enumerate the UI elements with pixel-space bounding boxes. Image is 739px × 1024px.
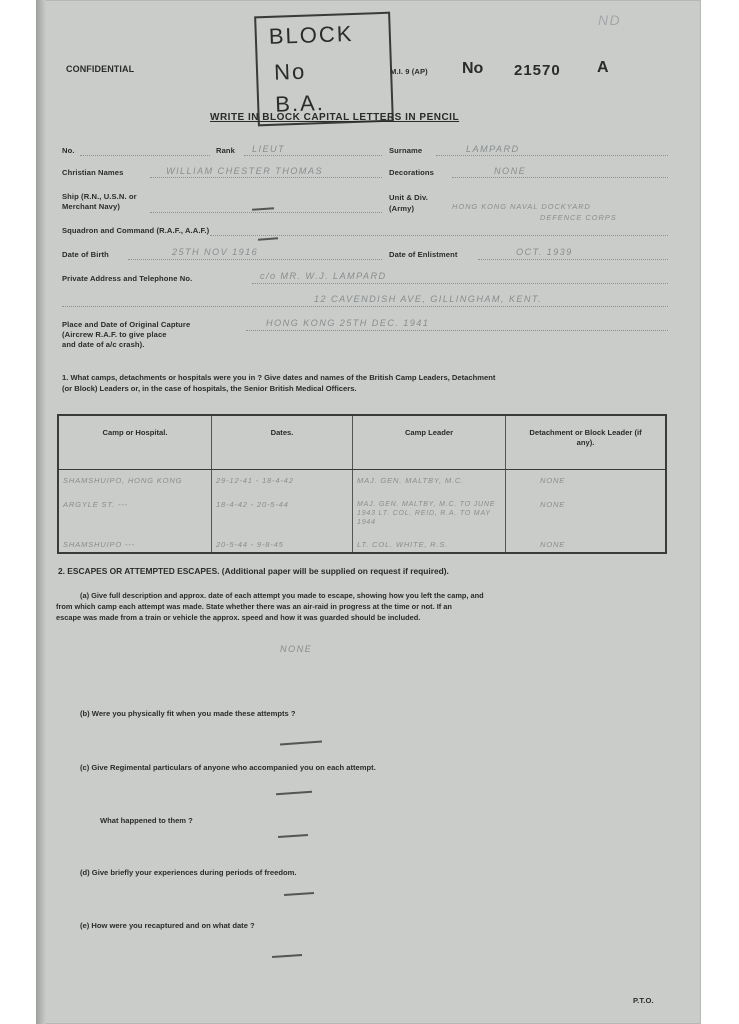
form-suffix: A bbox=[597, 59, 609, 76]
squadron-line bbox=[210, 235, 668, 236]
christian-names-value: WILLIAM CHESTER THOMAS bbox=[166, 166, 323, 176]
surname-value: LAMPARD bbox=[466, 144, 520, 154]
form-title: WRITE IN BLOCK CAPITAL LETTERS IN PENCIL bbox=[210, 112, 460, 123]
dob-line bbox=[128, 259, 382, 260]
decorations-line bbox=[452, 177, 668, 178]
col-camp: Camp or Hospital. bbox=[58, 415, 212, 470]
christian-names-label: Christian Names bbox=[62, 168, 124, 177]
section2-a-1: (a) Give full description and approx. date of each attempt you made to escape, showing how you left the camp, and bbox=[80, 591, 484, 600]
col-dates: Dates. bbox=[212, 415, 353, 470]
unit-value-2: DEFENCE CORPS bbox=[540, 213, 617, 222]
row3-dates: 20-5-44 - 9-8-45 bbox=[212, 534, 353, 553]
section2-c2: What happened to them ? bbox=[100, 816, 193, 825]
address-label: Private Address and Telephone No. bbox=[62, 274, 193, 283]
christian-line bbox=[150, 177, 382, 178]
camps-table bbox=[57, 414, 667, 554]
enlistment-line bbox=[478, 259, 668, 260]
page-edge-shadow bbox=[36, 0, 46, 1024]
section2-b: (b) Were you physically fit when you made these attempts ? bbox=[80, 709, 296, 718]
form-number: 21570 bbox=[514, 62, 561, 79]
col-leader: Camp Leader bbox=[353, 415, 506, 470]
table-header-row bbox=[58, 415, 666, 470]
corner-initials: ND bbox=[598, 12, 622, 28]
surname-line bbox=[436, 155, 668, 156]
section1-text-2: (or Block) Leaders or, in the case of hospitals, the Senior British Medical Officers. bbox=[62, 384, 357, 393]
decorations-value: NONE bbox=[494, 166, 527, 176]
address-value-2: 12 CAVENDISH AVE, GILLINGHAM, KENT. bbox=[314, 294, 543, 304]
section2-a-answer: NONE bbox=[280, 644, 313, 654]
squadron-label: Squadron and Command (R.A.F., A.A.F.) bbox=[62, 226, 210, 235]
row1-leader: MAJ. GEN. MALTBY, M.C. bbox=[353, 470, 506, 495]
row2-leader: MAJ. GEN. MALTBY, M.C. TO JUNE 1943 LT. COL. REID, R.A. TO MAY 1944 bbox=[353, 494, 506, 534]
mi9-reference: M.I. 9 (AP) bbox=[390, 67, 428, 76]
ship-label: Ship (R.N., U.S.N. or Merchant Navy) bbox=[62, 192, 137, 211]
surname-label: Surname bbox=[389, 146, 423, 155]
unit-label: Unit & Div. (Army) bbox=[389, 193, 428, 213]
stamp-line-3: B.A. bbox=[274, 90, 326, 117]
block-stamp bbox=[254, 12, 394, 127]
capture-label-3: and date of a/c crash). bbox=[62, 340, 145, 349]
section2-e: (e) How were you recaptured and on what date ? bbox=[80, 921, 255, 930]
address-value-1: c/o MR. W.J. LAMPARD bbox=[260, 271, 387, 281]
section2-c: (c) Give Regimental particulars of anyone who accompanied you on each attempt. bbox=[80, 763, 376, 772]
section2-a-3: escape was made from a train or vehicle the approx. speed and how it was guarded should be included. bbox=[56, 613, 421, 622]
row2-dates: 18-4-42 - 20-5-44 bbox=[212, 494, 353, 534]
section1-text-1: 1. What camps, detachments or hospitals were you in ? Give dates and names of the British Camp Leaders, Detachment bbox=[62, 373, 496, 382]
row2-detachment: NONE bbox=[540, 500, 566, 509]
dob-label: Date of Birth bbox=[62, 250, 109, 259]
table-row bbox=[58, 534, 666, 553]
section2-d: (d) Give briefly your experiences during periods of freedom. bbox=[80, 868, 297, 877]
address-line-1 bbox=[252, 283, 668, 284]
table-row bbox=[58, 470, 666, 495]
capture-label-1: Place and Date of Original Capture bbox=[62, 320, 191, 329]
dob-value: 25TH NOV 1916 bbox=[172, 247, 259, 257]
enlistment-label: Date of Enlistment bbox=[389, 250, 458, 259]
row3-leader: LT. COL. WHITE, R.S. bbox=[353, 534, 506, 553]
row2-camp: ARGYLE ST. --- bbox=[58, 494, 212, 534]
row3-camp: SHAMSHUIPO --- bbox=[58, 534, 212, 553]
rank-value: LIEUT bbox=[252, 144, 286, 154]
no-label: No. bbox=[62, 146, 75, 155]
ship-line bbox=[150, 212, 382, 213]
rank-label: Rank bbox=[216, 146, 235, 155]
col-detachment: Detachment or Block Leader (if any). bbox=[506, 415, 667, 470]
capture-line bbox=[246, 330, 668, 331]
row3-detachment: NONE bbox=[540, 540, 566, 549]
row1-detachment: NONE bbox=[540, 476, 566, 485]
capture-label-2: (Aircrew R.A.F. to give place bbox=[62, 330, 167, 339]
confidential-label: CONFIDENTIAL bbox=[66, 64, 135, 74]
row1-camp: SHAMSHUIPO, HONG KONG bbox=[58, 470, 212, 495]
number-symbol: No bbox=[462, 60, 484, 77]
unit-value-1: HONG KONG NAVAL DOCKYARD bbox=[452, 202, 591, 211]
address-line-2 bbox=[62, 306, 668, 307]
section2-heading: 2. ESCAPES OR ATTEMPTED ESCAPES. (Additional paper will be supplied on request if required). bbox=[58, 566, 449, 576]
section2-a-2: from which camp each attempt was made. State whether there was an air-raid in progress at the time or not. If an bbox=[56, 602, 452, 611]
stamp-line-1: BLOCK bbox=[268, 20, 354, 49]
pto-label: P.T.O. bbox=[633, 996, 654, 1005]
capture-value: HONG KONG 25TH DEC. 1941 bbox=[266, 318, 430, 328]
rank-line bbox=[244, 155, 382, 156]
enlistment-value: OCT. 1939 bbox=[516, 247, 573, 257]
row1-dates: 29-12-41 - 18-4-42 bbox=[212, 470, 353, 495]
decorations-label: Decorations bbox=[389, 168, 434, 177]
no-line bbox=[80, 155, 210, 156]
stamp-line-2: No bbox=[273, 58, 307, 85]
table-row bbox=[58, 494, 666, 534]
